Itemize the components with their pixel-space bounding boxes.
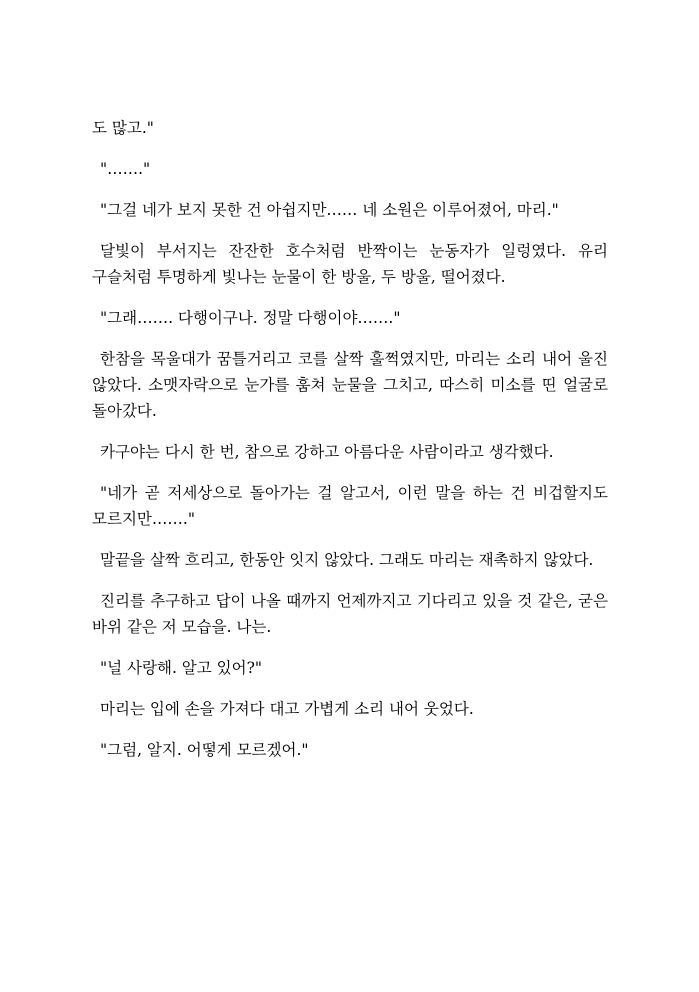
paragraph: 마리는 입에 손을 가져다 대고 가볍게 소리 내어 웃었다. <box>100 700 474 718</box>
paragraph: "그래……. 다행이구나. 정말 다행이야……." <box>100 309 401 327</box>
paragraph: 달빛이 부서지는 잔잔한 호수처럼 반짝이는 눈동자가 일렁였다. 유리 구슬처럼 투명하게 빛나는 눈물이 한 방울, 두 방울, 떨어졌다. <box>92 242 608 286</box>
body-text <box>92 115 608 778</box>
paragraph: "……." <box>100 160 151 178</box>
paragraph: "네가 곧 저세상으로 돌아가는 걸 알고서, 이런 말을 하는 건 비겁할지도 모르지만……." <box>92 484 608 528</box>
paragraph: 한참을 목울대가 꿈틀거리고 코를 살짝 훌쩍였지만, 마리는 소리 내어 울진 않았다. 소맷자락으로 눈가를 훔쳐 눈물을 그치고, 따스히 미소를 띤 얼굴로 돌아갔다. <box>92 350 608 420</box>
paragraph: 말끝을 살짝 흐리고, 한동안 잇지 않았다. 그래도 마리는 재촉하지 않았다. <box>100 551 594 569</box>
paragraph: "그럼, 알지. 어떻게 모르겠어." <box>100 741 309 759</box>
paragraph: "널 사랑해. 알고 있어?" <box>100 659 263 677</box>
paragraph: 도 많고." <box>92 119 154 137</box>
paragraph: 진리를 추구하고 답이 나올 때까지 언제까지고 기다리고 있을 것 같은, 굳은 바위 같은 저 모습을. 나는. <box>92 592 608 636</box>
paragraph: 카구야는 다시 한 번, 참으로 강하고 아름다운 사람이라고 생각했다. <box>100 443 554 461</box>
paragraph: "그걸 네가 보지 못한 건 아쉽지만…… 네 소원은 이루어졌어, 마리." <box>100 201 559 219</box>
